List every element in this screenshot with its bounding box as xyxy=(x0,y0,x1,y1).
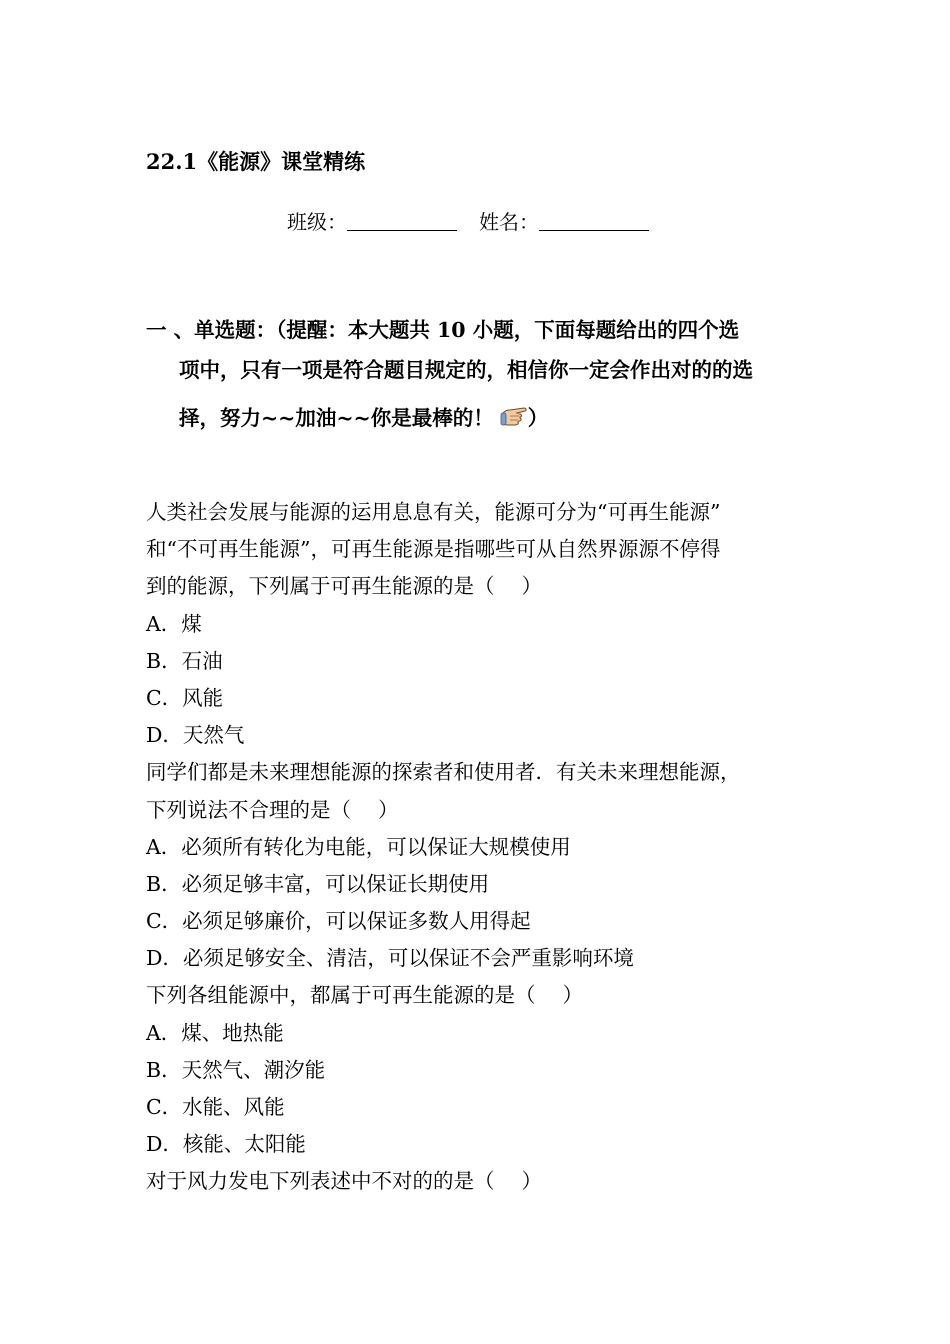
question-stem-line: 下列说法不合理的是（ ） xyxy=(146,797,399,822)
name-label: 姓名： xyxy=(479,210,539,234)
section-close-paren: ） xyxy=(527,406,549,430)
student-info-line xyxy=(287,206,649,238)
question-stem-line: 下列各组能源中，都属于可再生能源的是（ ） xyxy=(146,983,584,1008)
question-list xyxy=(146,494,814,1201)
answer-option: A．煤、地热能 xyxy=(146,1020,284,1045)
answer-option: B．必须足够丰富，可以保证长期使用 xyxy=(146,871,490,896)
answer-option: A．必须所有转化为电能，可以保证大规模使用 xyxy=(146,834,571,859)
question-stem-line: 对于风力发电下列表述中不对的的是（ ） xyxy=(146,1169,543,1194)
page-title: 22.1《能源》课堂精练 xyxy=(146,149,366,174)
answer-option: B．天然气、潮汐能 xyxy=(146,1057,326,1082)
answer-option: C．水能、风能 xyxy=(146,1095,285,1119)
class-blank xyxy=(347,208,457,231)
section-heading xyxy=(146,312,814,438)
answer-option: D．天然气 xyxy=(146,723,245,748)
pointing-hand-icon xyxy=(500,401,528,425)
question-stem-line: 和“不可再生能源”，可再生能源是指哪些可从自然界源源不停得 xyxy=(146,537,721,562)
section-line-1: 一 、单选题：（提醒：本大题共 10 小题，下面每题给出的四个选 xyxy=(146,318,740,342)
answer-option: C．必须足够廉价，可以保证多数人用得起 xyxy=(146,909,531,934)
question-stem-line: 同学们都是未来理想能源的探索者和使用者．有关未来理想能源， xyxy=(146,760,741,785)
section-line-2: 项中，只有一项是符合题目规定的，相信你一定会作出对的的选 xyxy=(179,358,753,382)
question-stem-line: 到的能源，下列属于可再生能源的是（ ） xyxy=(146,574,543,599)
answer-option: D．核能、太阳能 xyxy=(146,1132,306,1157)
name-blank xyxy=(539,208,649,231)
section-line-3-text: 择，努力~~加油~~你是最棒的！ xyxy=(179,406,494,430)
answer-option: B．石油 xyxy=(146,648,223,673)
answer-option: C．风能 xyxy=(146,685,224,710)
class-label: 班级： xyxy=(287,210,347,234)
answer-option: D．必须足够安全、清洁，可以保证不会严重影响环境 xyxy=(146,946,634,971)
section-line-3 xyxy=(146,398,814,438)
answer-option: A．煤 xyxy=(146,611,202,636)
question-stem-line: 人类社会发展与能源的运用息息有关，能源可分为“可再生能源” xyxy=(146,500,721,524)
